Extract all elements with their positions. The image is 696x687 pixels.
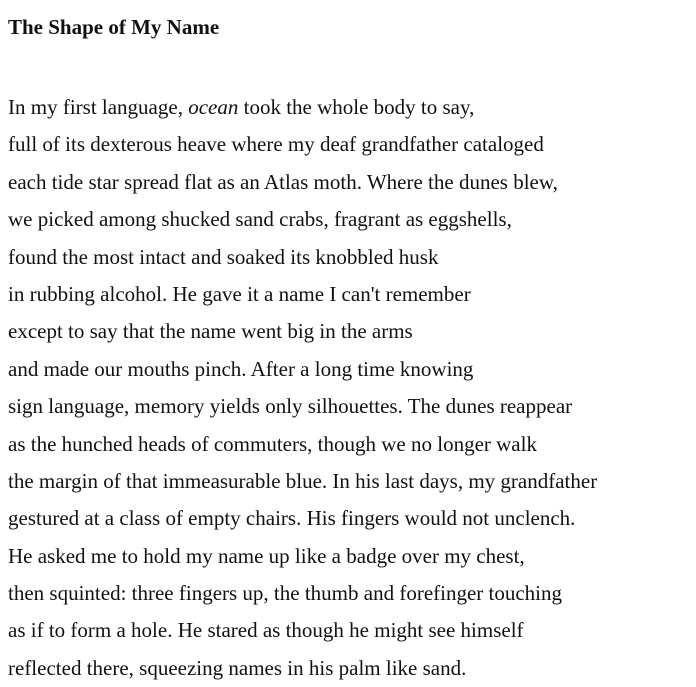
poem-line-10: as the hunched heads of commuters, though we no longer walk xyxy=(8,431,537,456)
poem-line-1-start: In my first language, xyxy=(8,95,189,119)
poem-line-1 xyxy=(8,89,597,126)
poem-line-1-end: took the whole body to say, xyxy=(238,95,475,119)
poem-line-7: except to say that the name went big in the arms xyxy=(8,319,413,344)
poem-line-5: found the most intact and soaked its knobbled husk xyxy=(8,244,439,269)
poem-line-9: sign language, memory yields only silhouettes. The dunes reappear xyxy=(8,394,573,419)
poem-line-4: we picked among shucked sand crabs, fragrant as eggshells, xyxy=(8,207,512,232)
poem-line-3: each tide star spread flat as an Atlas moth. Where the dunes blew, xyxy=(8,169,558,194)
poem-line-16: reflected there, squeezing names in his palm like sand. xyxy=(8,655,467,680)
poem-line-2: full of its dexterous heave where my deaf grandfather cataloged xyxy=(8,132,544,157)
poem-line-8: and made our mouths pinch. After a long time knowing xyxy=(8,356,474,381)
poem-line-13: He asked me to hold my name up like a badge over my chest, xyxy=(8,543,525,568)
poem-line-12: gestured at a class of empty chairs. His fingers would not unclench. xyxy=(8,506,576,531)
poem-line-15: as if to form a hole. He stared as though he might see himself xyxy=(8,618,524,643)
poem-line-1-emphasis: ocean xyxy=(188,95,239,119)
poem-line-11: the margin of that immeasurable blue. In his last days, my grandfather xyxy=(8,468,598,493)
poem-title: The Shape of My Name xyxy=(8,15,220,39)
poem-line-14: then squinted: three fingers up, the thumb and forefinger touching xyxy=(8,581,563,606)
poem-line-6: in rubbing alcohol. He gave it a name I can't remember xyxy=(8,281,471,306)
poem-body xyxy=(8,89,597,687)
